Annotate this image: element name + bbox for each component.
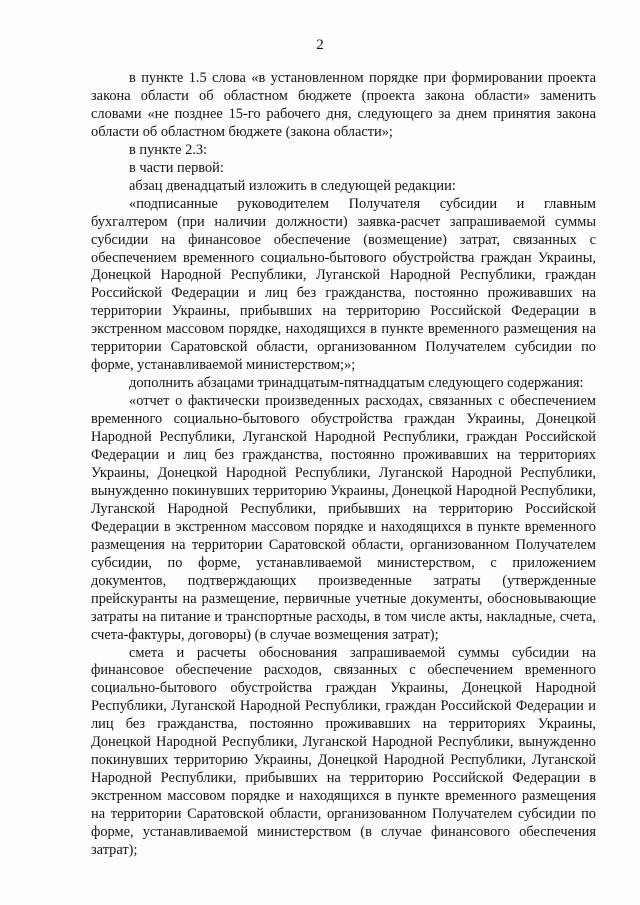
paragraph-twelfth-intro: абзац двенадцатый изложить в следующей редакции: xyxy=(129,177,456,194)
paragraph-add-intro: дополнить абзацами тринадцатым-пятнадцатым следующего содержания: xyxy=(129,375,584,392)
page-number: 2 xyxy=(316,37,324,53)
paragraph-estimate-text: смета и расчеты обоснования запрашиваемой суммы субсидии на финансовое обеспечение расходов, связанных с обеспечением временного социально-бытового обустройства граждан Украины, Донецкой Народной Республики, Луганской Народной Республики, граждан Российской Федерации и лиц без гражданства, постоянно проживавших на территориях Украины, Донецкой Народной Республики, Луганской Народной Республики, вынужденно покинувших территорию Украины, Донецкой Народной Республики, Луганской Народной Республики, прибывших на территорию Российской Федерации в экстренном массовом порядке и находящихся в пункте временного размещения на территории Саратовской области, организованном Получателем субсидии по форме, устанавливаемой министерством (в случае финансового обеспечения затрат); xyxy=(91,644,596,858)
paragraph-twelfth-text: «подписанные руководителем Получателя субсидии и главным бухгалтером (при наличии должности) заявка-расчет запрашиваемой суммы субсидии на финансовое обеспечение (возмещение) затрат, связанных с обеспечением временного социально-бытового обустройства граждан Украины, Донецкой Народной Республики, Луганской Народной Республики, граждан Российской Федерации и лиц без гражданства, постоянно проживавших на территории Украины, прибывших на территорию Российской Федерации в экстренном массовом порядке, находящихся в пункте временного размещения на территории Саратовской области, организованном Получателем субсидии по форме, устанавливаемой министерством;»; xyxy=(91,195,596,374)
paragraph-item-1-5: в пункте 1.5 слова «в установленном порядке при формировании проекта закона области об областном бюджете (проекта закона области» заменить словами «не позднее 15-го рабочего дня, следующего за днем принятия закона области об областном бюджете (закона области»; xyxy=(91,70,596,140)
paragraph-part-one-heading: в части первой: xyxy=(129,159,224,176)
paragraph-report-text: «отчет о фактически произведенных расходах, связанных с обеспечением временного социально-бытового обустройства граждан Украины, Донецкой Народной Республики, Луганской Народной Республики, граждан Российской Федерации и лиц без гражданства, постоянно проживавших на территориях Украины, Донецкой Народной Республики, Луганской Народной Республики, вынужденно покинувших территорию Украины, Донецкой Народной Республики, Луганской Народной Республики, прибывших на территорию Российской Федерации в экстренном массовом порядке и находящихся в пункте временного размещения на территории Саратовской области, организованном Получателем субсидии, по форме, устанавливаемой министерством, с приложением документов, подтверждающих произведенные затраты (утвержденные прейскуранты на размещение, первичные учетные документы, обосновывающие затраты на питание и транспортные расходы, в том числе акты, накладные, счета, счета-фактуры, договоры) (в случае возмещения затрат); xyxy=(91,393,596,643)
document-body xyxy=(91,70,596,860)
paragraph-item-2-3-heading: в пункте 2.3: xyxy=(129,141,208,158)
